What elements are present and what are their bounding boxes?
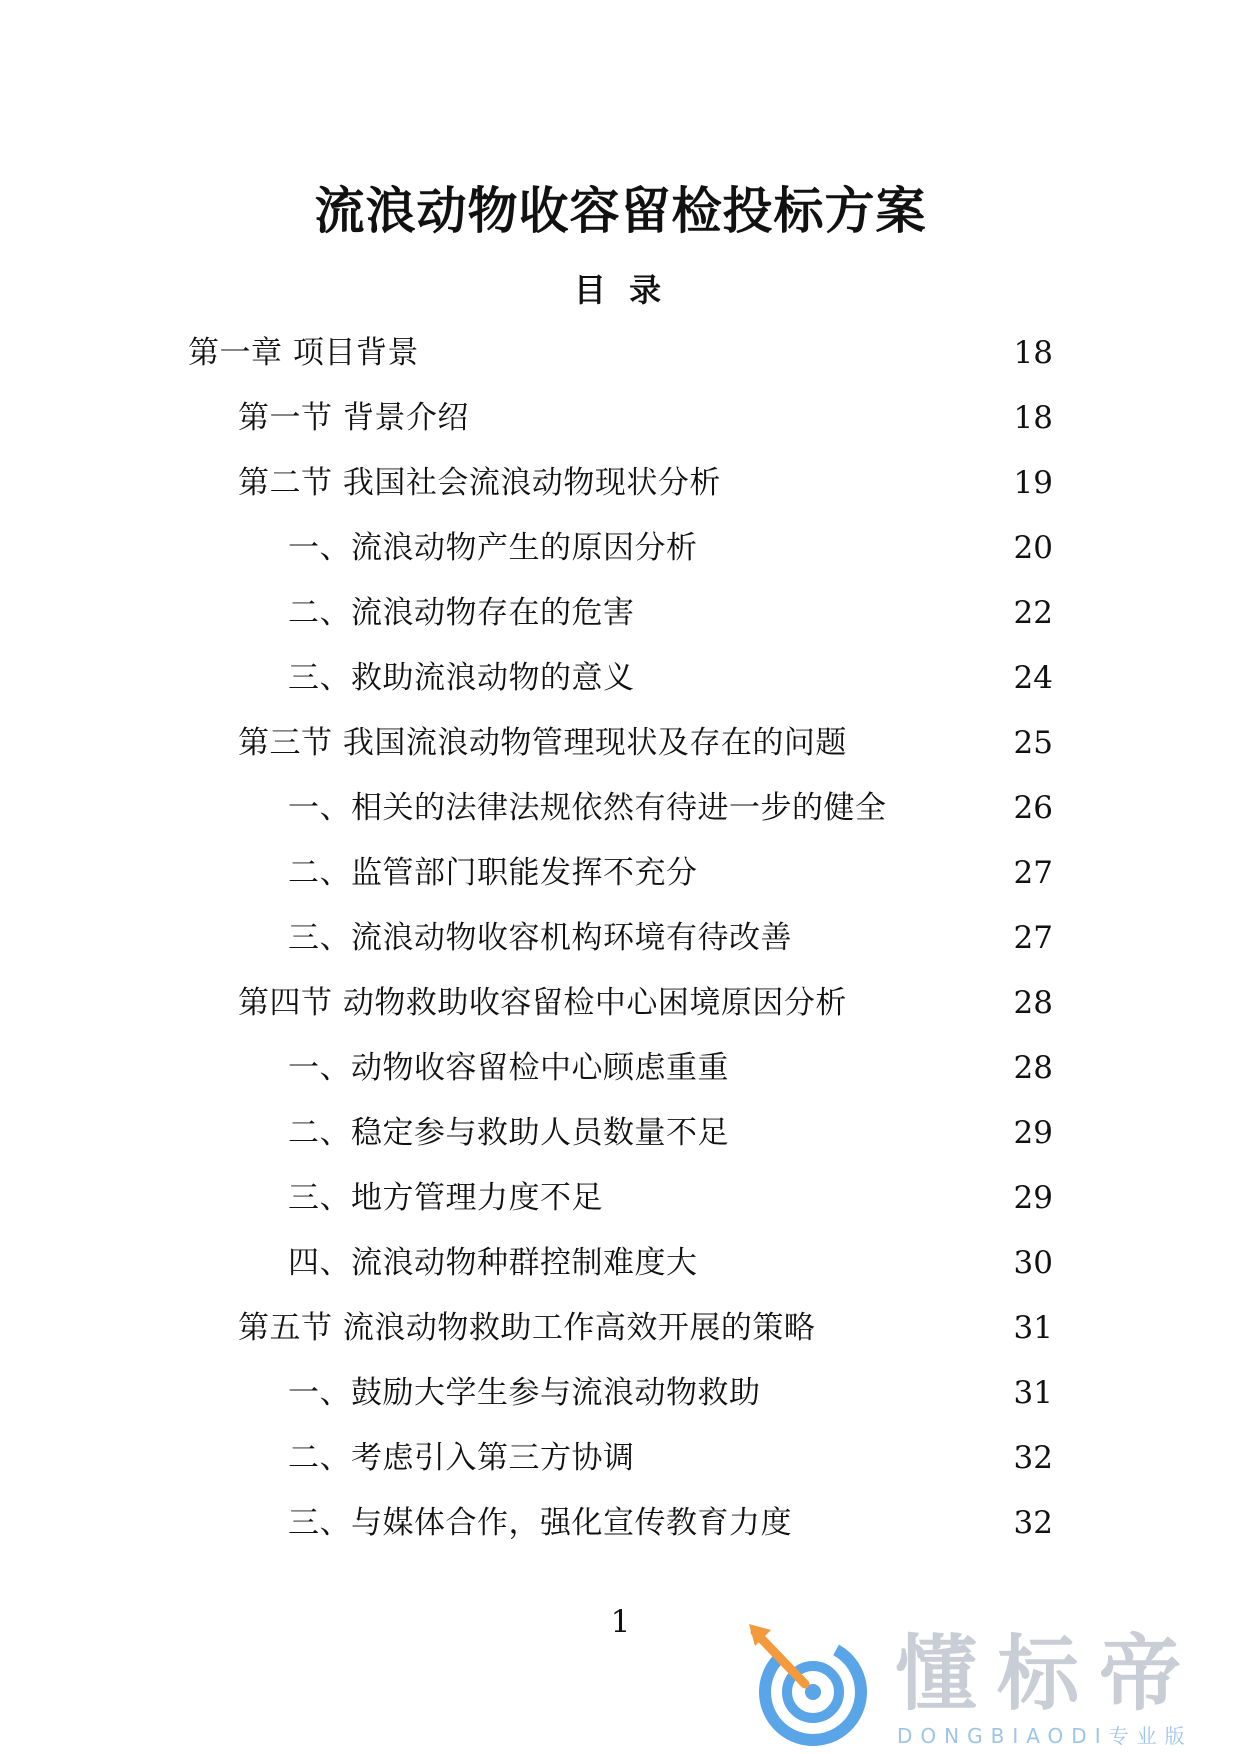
toc-entry-page: 25: [1013, 725, 1053, 761]
toc-entry-label: 四、流浪动物种群控制难度大: [288, 1245, 698, 1281]
toc-entry-label: 一、动物收容留检中心顾虑重重: [288, 1050, 729, 1086]
toc-entry-label: 第三节 我国流浪动物管理现状及存在的问题: [238, 725, 847, 761]
toc-entry-label: 二、考虑引入第三方协调: [288, 1440, 635, 1476]
toc-entry-label: 二、流浪动物存在的危害: [288, 595, 635, 631]
toc-entry[interactable]: [0, 715, 1241, 780]
toc-entry[interactable]: [0, 1105, 1241, 1170]
toc-entry[interactable]: [0, 325, 1241, 390]
toc-entry-page: 32: [1013, 1505, 1053, 1541]
toc-entry-label: 一、鼓励大学生参与流浪动物救助: [288, 1375, 761, 1411]
toc-entry-label: 第一章 项目背景: [188, 335, 419, 371]
toc-entry[interactable]: [0, 1430, 1241, 1495]
toc-entry[interactable]: [0, 520, 1241, 585]
watermark-brand: 懂标帝: [895, 1627, 1202, 1722]
toc-heading: 目 录: [573, 271, 668, 309]
toc-entry-label: 二、监管部门职能发挥不充分: [288, 855, 698, 891]
toc-entry[interactable]: [0, 780, 1241, 845]
toc-entry[interactable]: [0, 390, 1241, 455]
toc-entry-label: 第二节 我国社会流浪动物现状分析: [238, 465, 721, 501]
toc-entry-label: 三、地方管理力度不足: [288, 1180, 603, 1216]
toc-entry[interactable]: [0, 1495, 1241, 1560]
toc-entry[interactable]: [0, 585, 1241, 650]
toc-entry-page: 32: [1013, 1440, 1053, 1476]
toc-entry[interactable]: [0, 1040, 1241, 1105]
toc-entry[interactable]: [0, 1235, 1241, 1300]
toc-entry-page: 31: [1013, 1310, 1053, 1346]
toc-entry-label: 三、与媒体合作，强化宣传教育力度: [288, 1505, 792, 1541]
toc-entry[interactable]: [0, 650, 1241, 715]
toc-entry[interactable]: [0, 975, 1241, 1040]
toc-entry-page: 27: [1013, 920, 1053, 956]
toc-entry-label: 二、稳定参与救助人员数量不足: [288, 1115, 729, 1151]
toc-entry-label: 一、流浪动物产生的原因分析: [288, 530, 698, 566]
toc-entry-page: 28: [1013, 1050, 1053, 1086]
toc-entry[interactable]: [0, 455, 1241, 520]
toc-entry-page: 26: [1013, 790, 1053, 826]
toc-entry[interactable]: [0, 1170, 1241, 1235]
toc-entry-page: 30: [1013, 1245, 1053, 1281]
watermark-subtitle: DONGBIAODI专业版: [897, 1724, 1193, 1748]
table-of-contents: [0, 325, 1241, 1560]
toc-entry[interactable]: [0, 1300, 1241, 1365]
toc-entry-page: 28: [1013, 985, 1053, 1021]
toc-entry-label: 三、救助流浪动物的意义: [288, 660, 635, 696]
toc-entry-page: 20: [1013, 530, 1053, 566]
document-title: 流浪动物收容留检投标方案: [314, 182, 927, 240]
toc-entry-page: 29: [1013, 1180, 1053, 1216]
toc-entry-label: 第一节 背景介绍: [238, 400, 469, 436]
toc-entry-page: 22: [1013, 595, 1053, 631]
toc-entry-page: 29: [1013, 1115, 1053, 1151]
toc-entry-page: 31: [1013, 1375, 1053, 1411]
toc-entry-page: 18: [1013, 400, 1053, 436]
toc-entry[interactable]: [0, 845, 1241, 910]
toc-entry-page: 27: [1013, 855, 1053, 891]
toc-entry[interactable]: [0, 910, 1241, 975]
watermark: [745, 1620, 1225, 1750]
toc-entry-label: 第四节 动物救助收容留检中心困境原因分析: [238, 985, 847, 1021]
toc-entry-label: 一、相关的法律法规依然有待进一步的健全: [288, 790, 887, 826]
target-arrow-icon: [745, 1620, 875, 1750]
toc-entry[interactable]: [0, 1365, 1241, 1430]
toc-entry-label: 三、流浪动物收容机构环境有待改善: [288, 920, 792, 956]
toc-entry-page: 19: [1013, 465, 1053, 501]
toc-entry-label: 第五节 流浪动物救助工作高效开展的策略: [238, 1310, 816, 1346]
toc-entry-page: 18: [1013, 335, 1053, 371]
toc-entry-page: 24: [1013, 660, 1053, 696]
page-number: 1: [610, 1604, 631, 1640]
